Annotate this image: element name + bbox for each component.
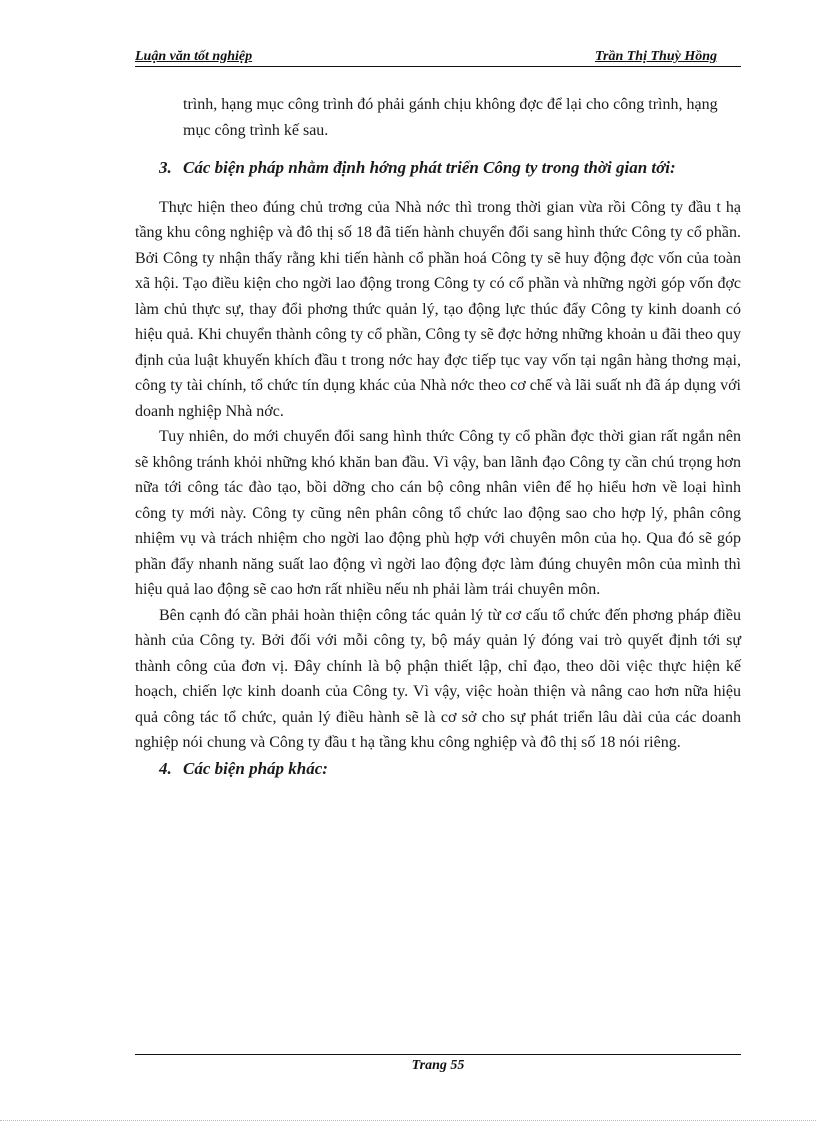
section-3-title: Các biện pháp nhằm định hớng phát triển Công ty trong thời gian tới: [183,158,676,177]
header-thesis-label: Luận văn tốt nghiệp [135,49,253,64]
page-number: Trang 55 [411,1058,465,1073]
body-paragraph-2: Tuy nhiên, do mới chuyển đổi sang hình thức Công ty cổ phần đợc thời gian rất ngắn nên sẽ không tránh khỏi những khó khăn ban đầu. Vì vậy, ban lãnh đạo Công ty cần chú trọng hơn nữa tới công tác đào tạo, bồi dỡng cho cán bộ công nhân viên để họ hiểu hơn về loại hình công ty mới này. Công ty cũng nên phân công tổ chức lao động sao cho hợp lý, phân công nhiệm vụ và trách nhiệm cho ngời lao động phù hợp với chuyên môn của họ. Qua đó sẽ góp phần đẩy nhanh năng suất lao động vì ngời lao động đợc làm đúng chuyên môn của mình thì hiệu quả lao động sẽ cao hơn rất nhiều nếu nh phải làm trái chuyên môn. [135,428,741,598]
document-body [135,92,741,795]
intro-continuation-paragraph: trình, hạng mục công trình đó phải gánh chịu không đợc để lại cho công trình, hạng mục công trình kế sau. [183,96,718,139]
body-paragraph-1: Thực hiện theo đúng chủ trơng của Nhà nớc thì trong thời gian vừa rồi Công ty đầu t hạ tầng khu công nghiệp và đô thị số 18 đã tiến hành chuyển đổi sang hình thức Công ty cổ phần. Bởi Công ty nhận thấy rằng khi tiến hành cổ phần hoá Công ty sẽ huy động đợc vốn của toàn xã hội. Tạo điều kiện cho ngời lao động trong Công ty có cổ phần và những ngời góp vốn đợc làm chủ thực sự, thay đổi phơng thức quản lý, tạo động lực thúc đẩy Công ty kinh doanh có hiệu quả. Khi chuyển thành công ty cổ phần, Công ty sẽ đợc hởng những khoản u đãi theo quy định của luật khuyến khích đầu t trong nớc hay đợc tiếp tục vay vốn tại ngân hàng thơng mại, công ty tài chính, tổ chức tín dụng khác của Nhà nớc theo cơ chế và lãi suất nh đã áp dụng với doanh nghiệp Nhà nớc. [135,198,741,420]
page-header [135,48,741,67]
page-bottom-divider [0,1120,816,1121]
page-footer [135,1054,741,1075]
section-4-number: 4. [159,758,172,778]
header-author-name: Trần Thị Thuỳ Hồng [594,49,717,64]
section-4-heading [135,756,741,782]
section-4-title: Các biện pháp khác: [183,758,328,778]
body-paragraph-3: Bên cạnh đó cần phải hoàn thiện công tác quản lý từ cơ cấu tổ chức đến phơng pháp điều hành của Công ty. Bởi đối với mỗi công ty, bộ máy quản lý đóng vai trò quyết định tới sự thành công của đơn vị. Đây chính là bộ phận thiết lập, chỉ đạo, theo dõi việc thực hiện kế hoạch, chiến lợc kinh doanh của Công ty. Vì vậy, việc hoàn thiện và nâng cao hơn nữa hiệu quả công tác tổ chức, quản lý điều hành sẽ là cơ sở cho sự phát triển lâu dài của các doanh nghiệp nói chung và Công ty đầu t hạ tầng khu công nghiệp và đô thị số 18 nói riêng. [135,606,741,751]
section-3-number: 3. [159,158,172,177]
section-3-heading [135,155,741,181]
